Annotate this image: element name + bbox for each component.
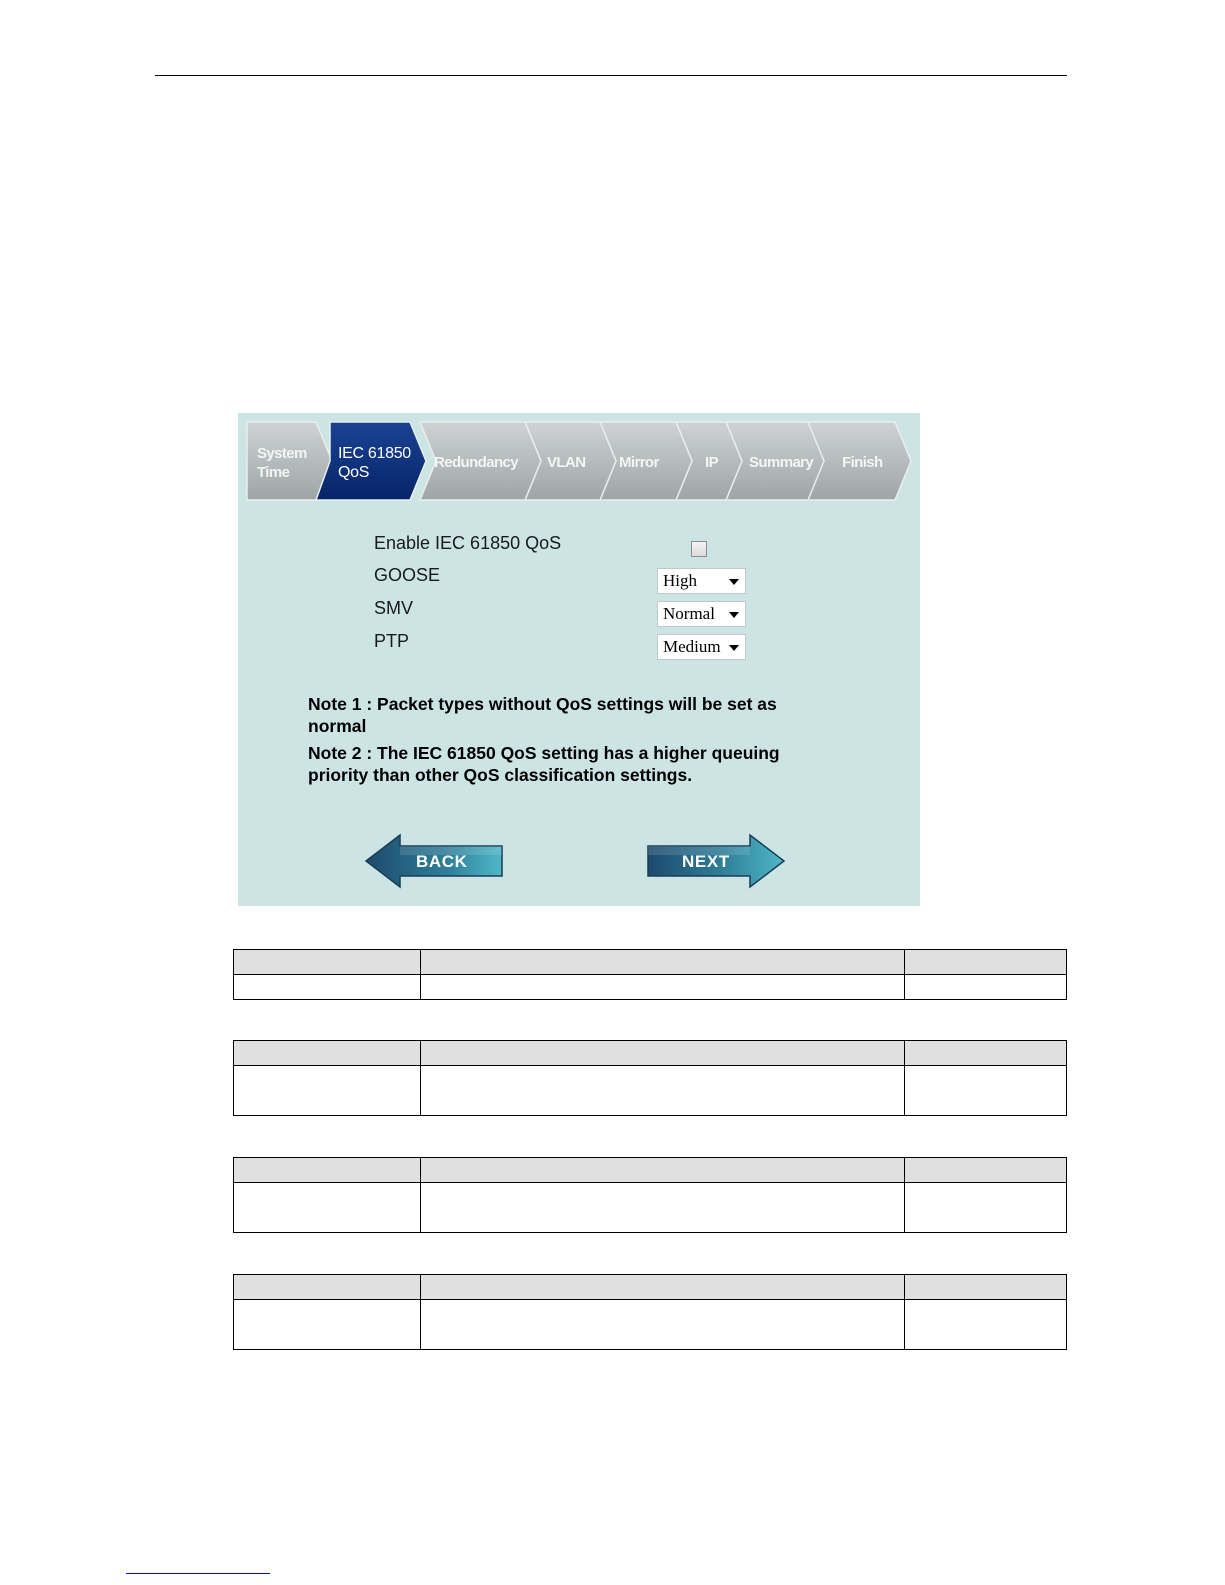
ptp-row [374,629,474,655]
svg-text:BACK: BACK [416,852,468,871]
next-button[interactable] [646,833,786,889]
table-header-row [234,1041,1067,1066]
svg-text:System: System [257,445,307,462]
enable-qos-checkbox[interactable] [691,541,707,557]
table-header-row [234,1275,1067,1300]
wizard-step-bar [238,413,920,513]
chevron-down-icon [729,645,739,651]
table-header-row [234,950,1067,975]
table-row [234,1300,1067,1350]
step-iec61850-qos-active[interactable] [316,422,426,500]
smv-label: SMV [374,598,414,618]
table-row [234,975,1067,1000]
svg-text:IEC 61850: IEC 61850 [338,445,411,462]
goose-priority-select[interactable]: High [657,568,746,594]
ptp-label: PTP [374,631,410,651]
enable-qos-row [374,531,674,557]
smv-priority-select[interactable]: Normal [657,601,746,627]
svg-text:Summary: Summary [749,454,814,471]
settings-table-2 [233,1040,1067,1116]
chevron-down-icon [729,579,739,585]
svg-text:Redundancy: Redundancy [434,454,519,471]
svg-text:IP: IP [705,454,718,471]
svg-text:Time: Time [257,464,290,481]
svg-text:Finish: Finish [842,454,883,471]
chevron-down-icon [729,612,739,618]
enable-qos-label: Enable IEC 61850 QoS [374,533,562,553]
note-1: Note 1 : Packet types without QoS settings will be set as normal [308,694,777,736]
smv-row [374,596,474,622]
svg-text:Mirror: Mirror [619,454,659,471]
goose-row [374,563,474,589]
header-rule [155,75,1067,76]
step-system-time[interactable] [247,422,332,500]
settings-table-4 [233,1274,1067,1350]
note-2: Note 2 : The IEC 61850 QoS setting has a higher queuing priority than other QoS classification settings. [308,743,780,785]
footer-link-underline[interactable] [126,1573,270,1574]
goose-label: GOOSE [374,565,441,585]
settings-table-1 [233,949,1067,1000]
table-row [234,1183,1067,1233]
table-row [234,1066,1067,1116]
svg-text:QoS: QoS [338,464,370,481]
svg-text:VLAN: VLAN [547,454,586,471]
back-button[interactable] [364,833,504,889]
setup-wizard-screenshot [238,413,920,906]
step-redundancy[interactable] [420,422,541,500]
settings-table-3 [233,1157,1067,1233]
table-header-row [234,1158,1067,1183]
ptp-priority-select[interactable]: Medium [657,634,746,660]
svg-text:NEXT: NEXT [682,852,730,871]
